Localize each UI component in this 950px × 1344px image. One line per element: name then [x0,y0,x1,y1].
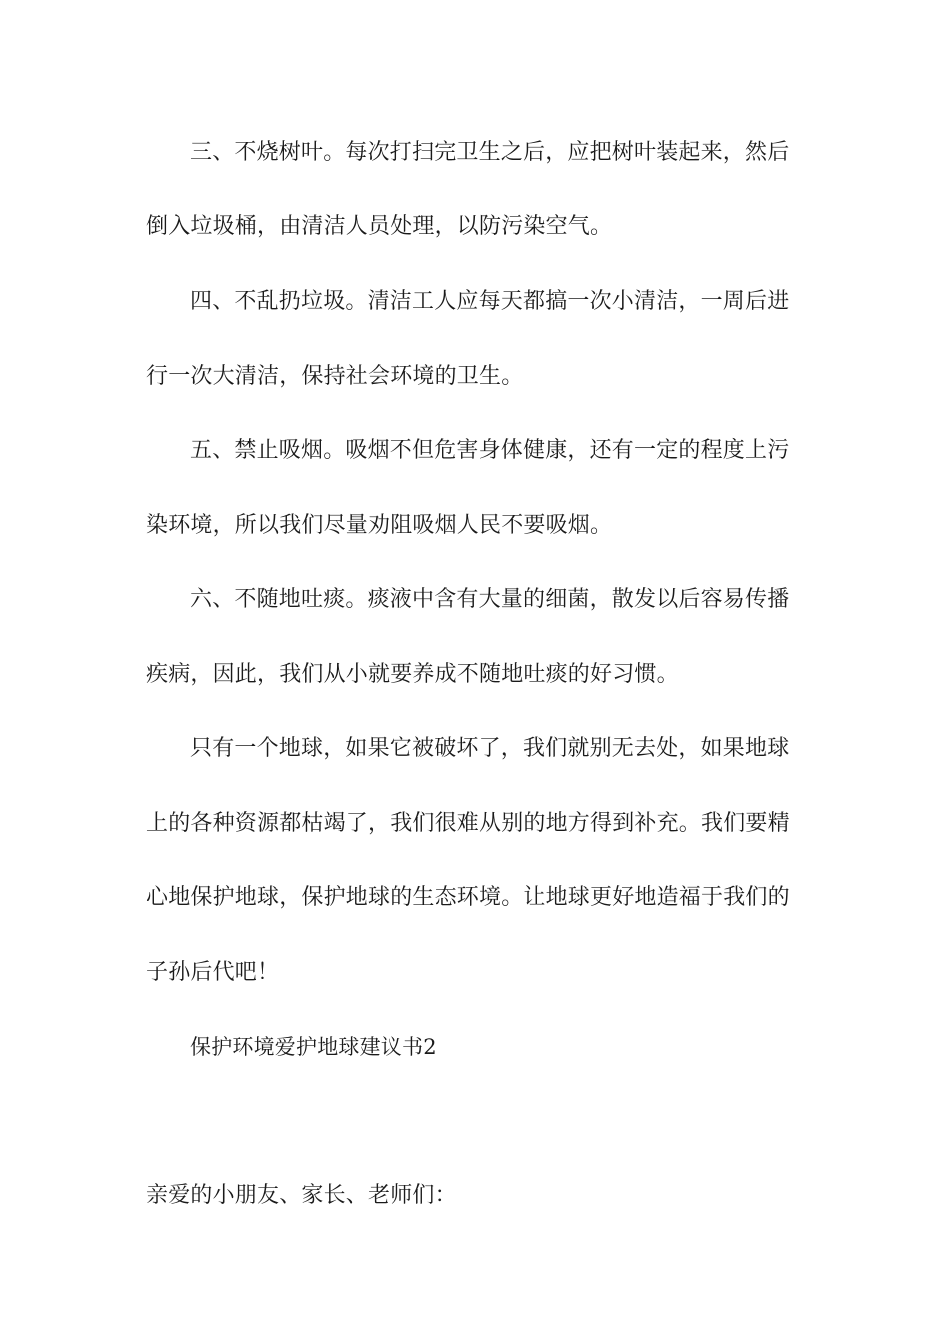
paragraph-line: 五、禁止吸烟。吸烟不但危害身体健康，还有一定的程度上污 [190,438,790,463]
paragraph-line: 三、不烧树叶。每次打扫完卫生之后，应把树叶装起来，然后 [190,140,790,165]
paragraph-line: 行一次大清洁，保持社会环境的卫生。 [146,364,524,389]
paragraph-line: 倒入垃圾桶，由清洁人员处理，以防污染空气。 [146,214,613,239]
paragraph-line: 子孙后代吧！ [146,960,280,985]
paragraph-line: 四、不乱扔垃圾。清洁工人应每天都搞一次小清洁，一周后进 [190,289,790,314]
paragraph-line: 心地保护地球，保护地球的生态环境。让地球更好地造福于我们的 [146,885,790,910]
paragraph-line: 六、不随地吐痰。痰液中含有大量的细菌，散发以后容易传播 [190,587,790,612]
section-title: 保护环境爱护地球建议书2 [190,1035,437,1059]
paragraph-line: 只有一个地球，如果它被破坏了，我们就别无去处，如果地球 [190,736,790,761]
paragraph-line: 疾病，因此，我们从小就要养成不随地吐痰的好习惯。 [146,662,679,687]
salutation: 亲爱的小朋友、家长、老师们： [146,1183,457,1208]
paragraph-line: 上的各种资源都枯竭了，我们很难从别的地方得到补充。我们要精 [146,811,790,836]
paragraph-line: 染环境，所以我们尽量劝阻吸烟人民不要吸烟。 [146,513,613,538]
